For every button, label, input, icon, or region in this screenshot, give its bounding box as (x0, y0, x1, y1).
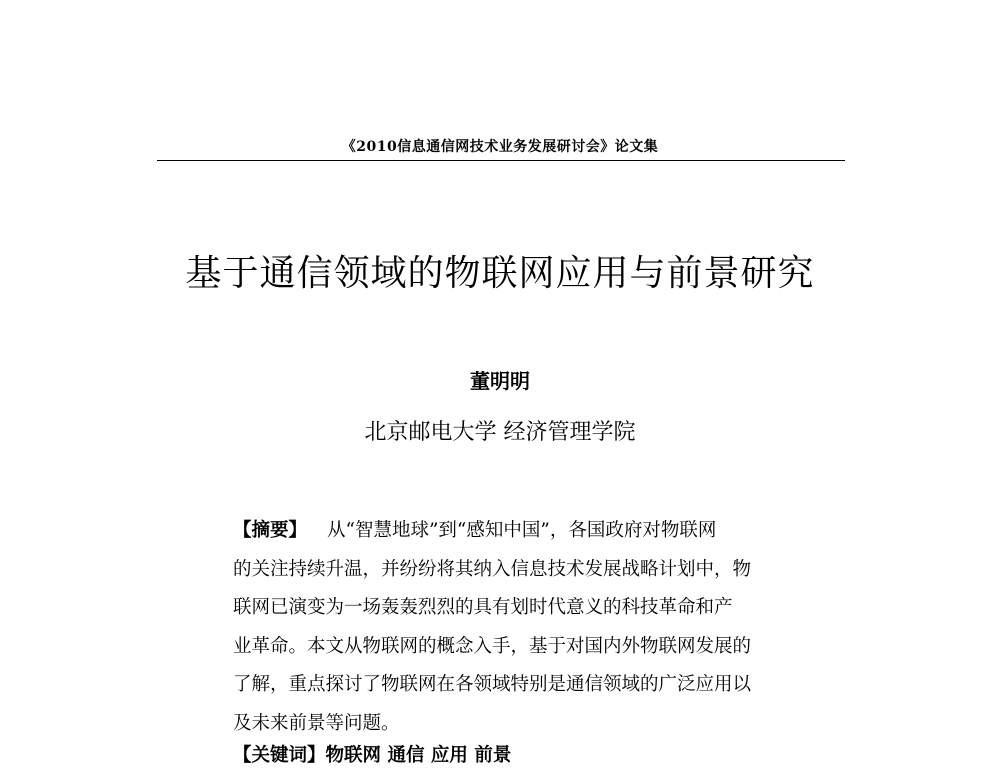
author-affiliation: 北京邮电大学 经济管理学院 (364, 420, 636, 445)
abstract-line: 及未来前景等问题。 (233, 712, 400, 734)
abstract-line: 的关注持续升温，并纷纷将其纳入信息技术发展战略计划中，物 (233, 558, 752, 580)
abstract-text: 从“智慧地球”到“感知中国”，各国政府对物联网 (327, 520, 717, 541)
proceedings-header: 《2010信息通信网技术业务发展研讨会》论文集 (341, 139, 659, 155)
abstract-line: 联网已演变为一场轰轰烈烈的具有划时代意义的科技革命和产 (233, 597, 733, 618)
abstract (233, 512, 773, 743)
abstract-line: 业革命。本文从物联网的概念入手，基于对国内外物联网发展的 (233, 635, 752, 657)
header-rule (157, 160, 845, 161)
abstract-line (233, 512, 773, 551)
keywords-text: 物联网 通信 应用 前景 (325, 745, 512, 766)
author-name: 董明明 (470, 369, 530, 393)
paper-title: 基于通信领域的物联网应用与前景研究 (185, 253, 815, 294)
keywords-label: 【关键词】 (233, 745, 326, 766)
abstract-line: 了解，重点探讨了物联网在各领域特别是通信领域的广泛应用以 (233, 674, 752, 695)
keywords (233, 744, 511, 768)
abstract-label: 【摘要】 (233, 520, 308, 541)
